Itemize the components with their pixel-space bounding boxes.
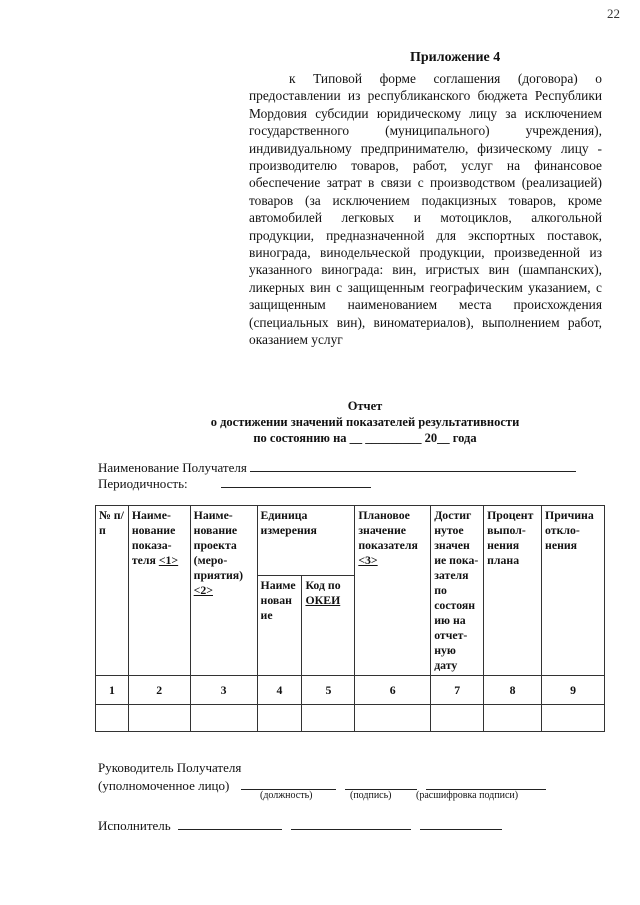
- footnote-ref-2: <2>: [193, 583, 213, 597]
- recipient-label: Наименование Получателя: [98, 460, 247, 475]
- caption-name: (расшифровка подписи): [416, 790, 519, 801]
- executor-label: Исполнитель: [98, 818, 171, 833]
- column-number: 4: [257, 676, 302, 705]
- header-indicator-name: Наиме-нование показа-теля <1>: [128, 506, 190, 676]
- column-number: 5: [302, 676, 355, 705]
- periodicity-field: [98, 474, 371, 492]
- column-number: 9: [542, 676, 605, 705]
- header-achieved-value: Достиг нутое значен ие пока-зателя по состоян ию на отчет-ную дату: [431, 506, 484, 676]
- caption-position: (должность): [260, 790, 313, 801]
- header-unit-name: Наиме нован ие: [257, 576, 302, 676]
- table-empty-row: [96, 705, 605, 732]
- name-line: [426, 776, 546, 790]
- appendix-text: к Типовой форме соглашения (договора) о предоставлении из республиканского бюджета Республики Мордовия субсидии юридическому лицу за исключением государственного (муниципального) учреждения), индивидуальному предпринимателю, физическому лицу - производителю товаров, работ, услуг на финансовое обеспечение затрат в связи с производством (реализацией) товаров (за исключением подакцизных товаров, кроме автомобилей легковых и мотоциклов, алкогольной продукции, предназначенной для экспортных поставок, винограда, винодельческой продукции, произведенной из указанного винограда: вин, игристых вин (шампанских), ликерных вин с защищенным географическим указанием, с защищенным наименованием места происхождения (специальных вин), виноматериалов), выполнением работ, оказанием услуг: [249, 71, 602, 348]
- page-number: 22: [607, 6, 620, 21]
- header-deviation-reason: Причина откло-нения: [542, 506, 605, 676]
- periodicity-label: Периодичность:: [98, 476, 188, 491]
- executor-line-3: [420, 816, 502, 830]
- header-number: № п/п: [96, 506, 129, 676]
- column-number-row: [96, 676, 605, 705]
- caption-signature: (подпись): [350, 790, 392, 801]
- report-subtitle: о достижении значений показателей результативности: [210, 415, 520, 429]
- header-percent-plan: Процент выпол-нения плана: [484, 506, 542, 676]
- footnote-ref-1: <1>: [158, 553, 179, 567]
- header-project-name: Наиме-нование проекта (меро-приятия) <2>: [190, 506, 257, 676]
- header-unit: Единица измерения: [257, 506, 355, 576]
- footnote-ref-3: <3>: [358, 553, 378, 567]
- header-unit-code: Код по ОКЕИ: [302, 576, 355, 676]
- header-planned-value: Плановое значение показателя <3>: [355, 506, 431, 676]
- signature-block: [98, 760, 546, 794]
- appendix-title: Приложение 4: [410, 50, 501, 65]
- column-number: 8: [484, 676, 542, 705]
- signature-line: [345, 776, 417, 790]
- executor-line-1: [178, 816, 282, 830]
- head-label-line2: (уполномоченное лицо): [98, 776, 546, 794]
- report-table: [95, 505, 605, 732]
- periodicity-line: [221, 474, 371, 488]
- okei-ref: ОКЕИ: [305, 593, 341, 607]
- executor-field: [98, 816, 502, 834]
- head-label-line1: Руководитель Получателя: [98, 760, 242, 775]
- table-header-row: [96, 506, 605, 576]
- report-heading: [150, 398, 580, 446]
- column-number: 2: [128, 676, 190, 705]
- report-title: Отчет: [347, 399, 383, 413]
- column-number: 7: [431, 676, 484, 705]
- column-number: 6: [355, 676, 431, 705]
- executor-line-2: [291, 816, 411, 830]
- column-number: 3: [190, 676, 257, 705]
- column-number: 1: [96, 676, 129, 705]
- position-line: [241, 776, 336, 790]
- recipient-line: [250, 458, 576, 472]
- report-date-line: по состоянию на __ _________ 20__ года: [253, 431, 477, 445]
